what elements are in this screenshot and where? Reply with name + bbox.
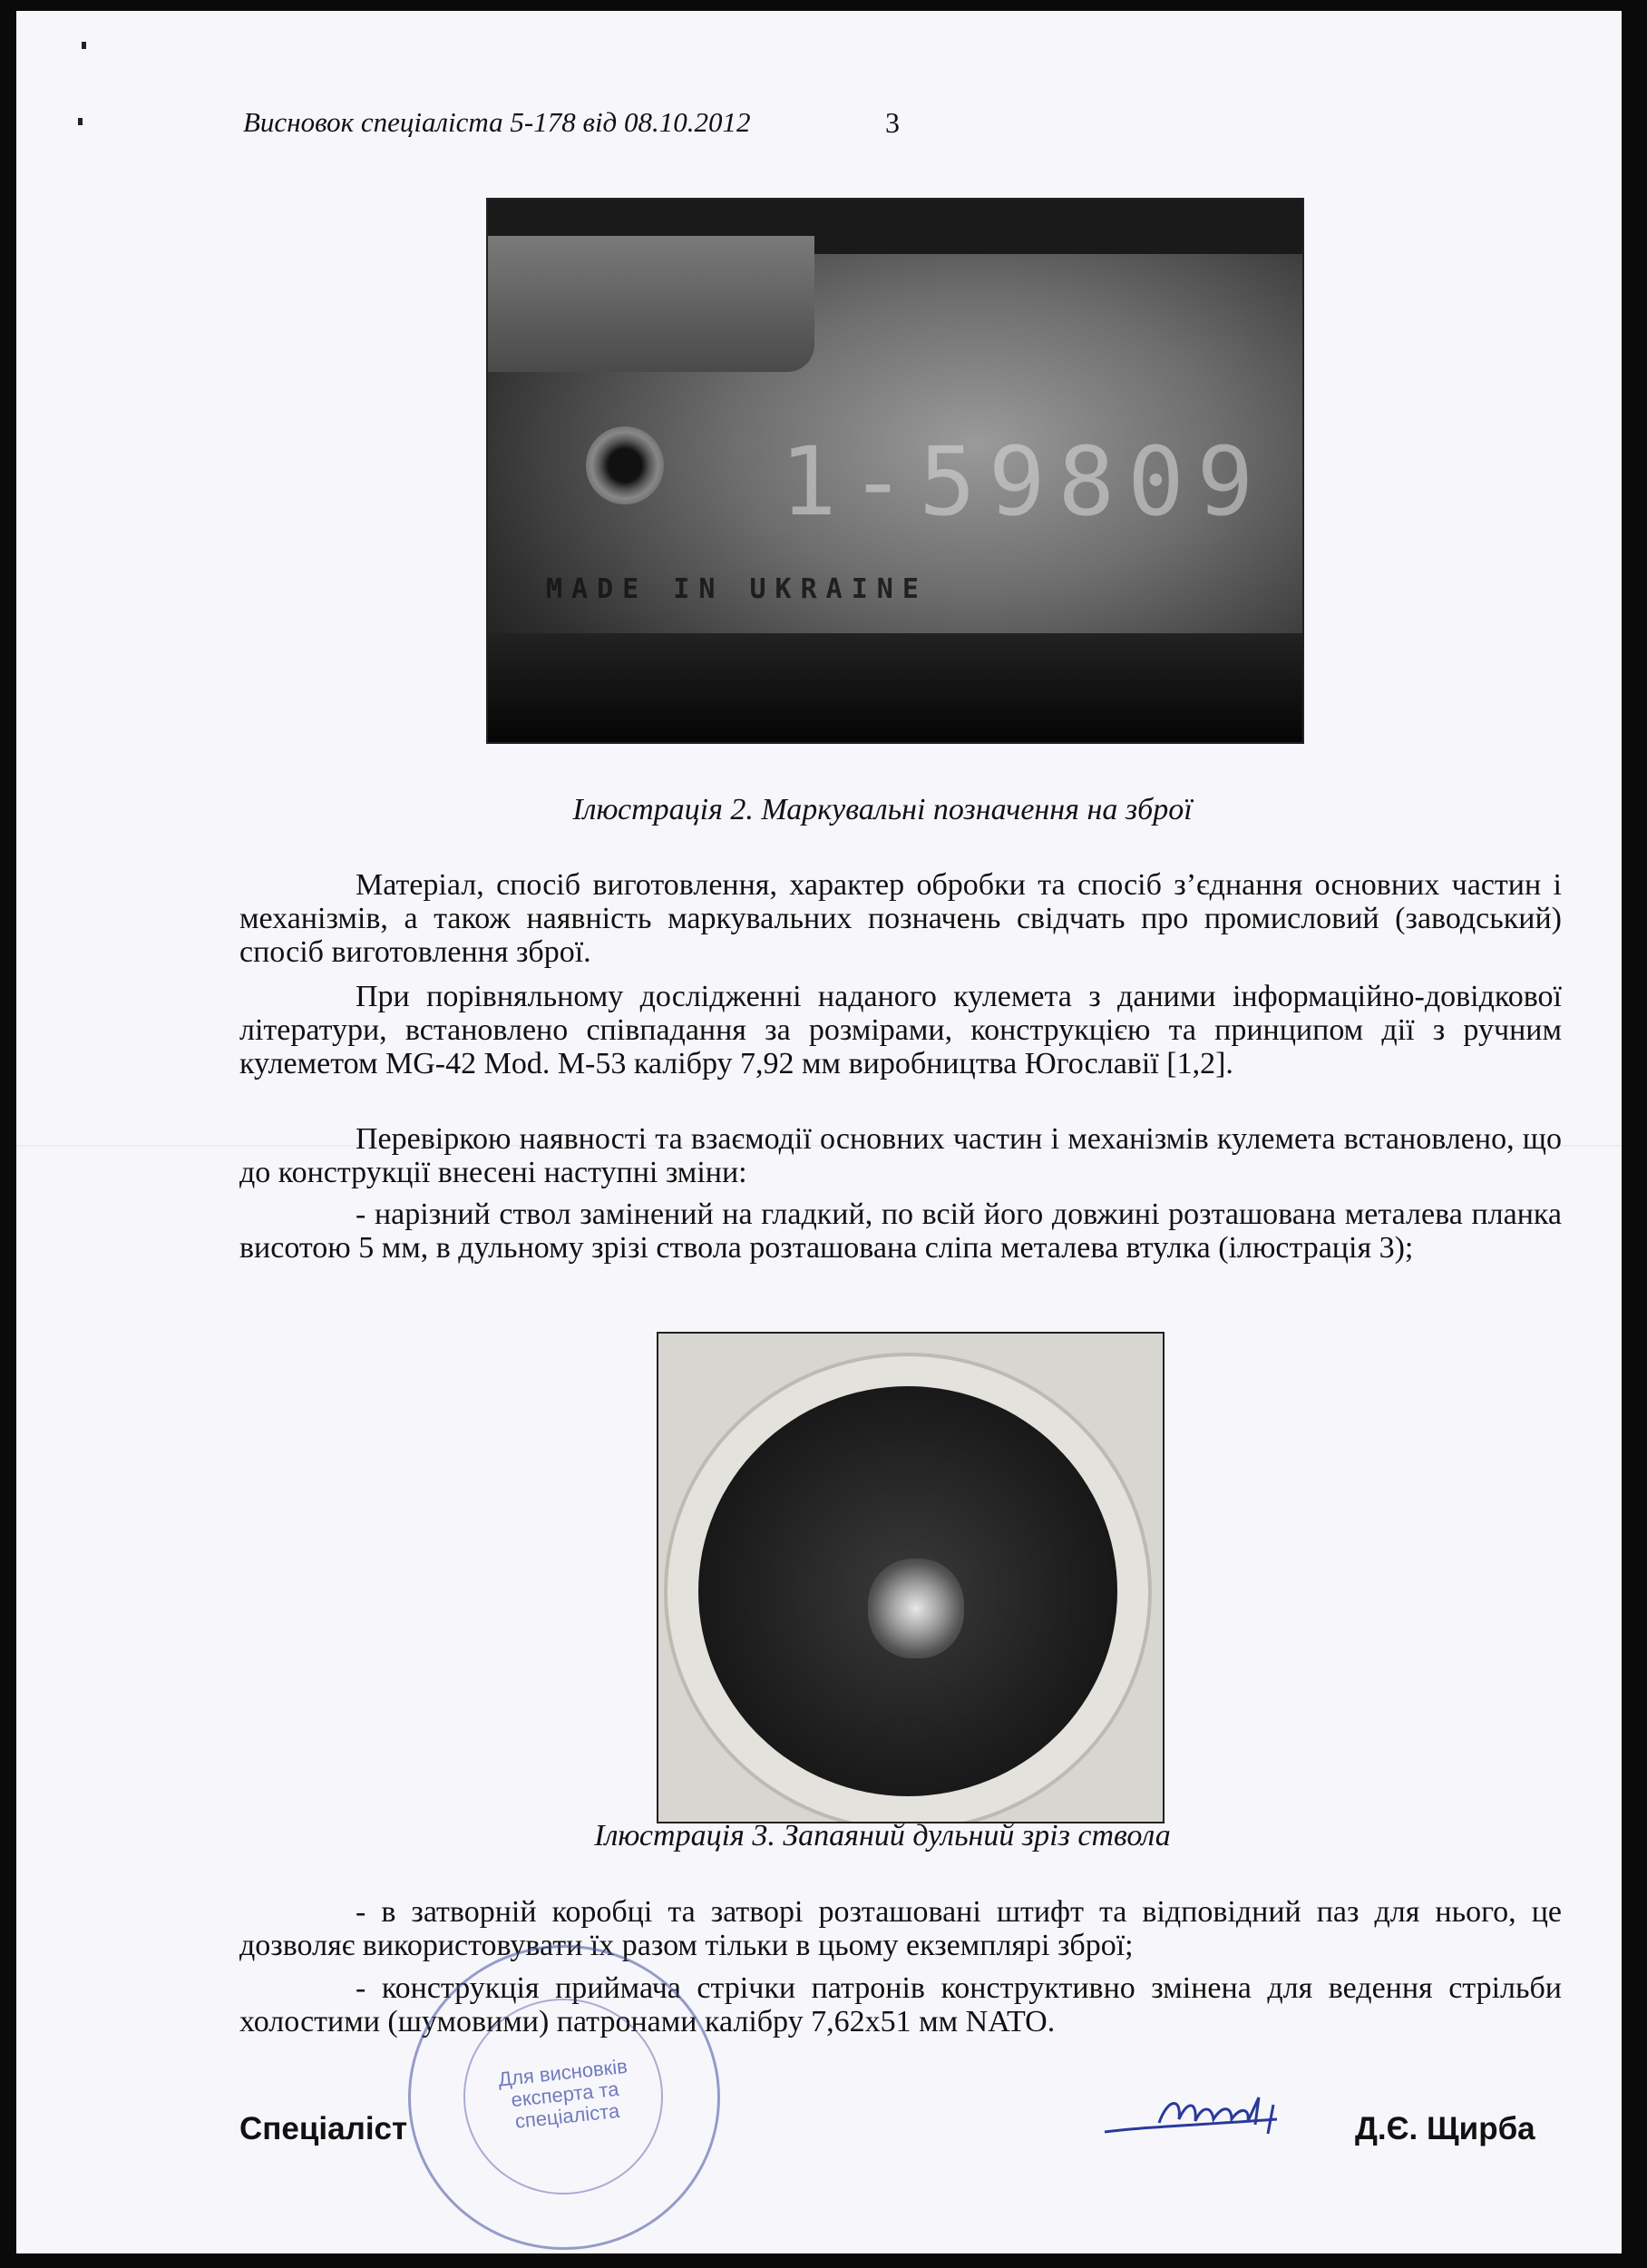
paragraph: - в затворній коробці та затворі розташовані штифт та відповідний паз для нього, це дозволяє використовувати їх разом тільки в цьому екземплярі зброї; bbox=[239, 1895, 1562, 1962]
paragraph: При порівняльному дослідженні наданого кулемета з даними інформаційно-довідкової літератури, встановлено співпадання за розмірами, конструкцією та принципом дії з ручним кулеметом MG-42 Mod. M-53 калібру 7,92 мм виробництва Югославії [1,2]. bbox=[239, 980, 1562, 1080]
photo-bottom-rail bbox=[488, 633, 1302, 742]
figure-caption: Ілюстрація 2. Маркувальні позначення на зброї bbox=[572, 793, 1193, 826]
photo-slider-part bbox=[488, 236, 814, 372]
handwritten-signature bbox=[1096, 2079, 1313, 2152]
photo-rivet bbox=[586, 426, 664, 504]
photo-made-in-marking: MADE IN UKRAINE bbox=[546, 573, 928, 605]
seal-text: Для висновків експерта та спеціаліста bbox=[497, 2054, 629, 2133]
paragraph: - конструкція приймача стрічки патронів конструктивно змінена для ведення стрільби холостими (шумовими) патронами калібру 7,62х51 мм NATO. bbox=[239, 1971, 1562, 2038]
paragraph: Матеріал, спосіб виготовлення, характер обробки та спосіб з’єднання основних частин і механізмів, а також наявність маркувальних позначень свідчать про промисловий (заводський) спосіб виготовлення зброї. bbox=[239, 868, 1562, 969]
marking-photo bbox=[486, 198, 1304, 744]
paragraph: Перевіркою наявності та взаємодії основних частин і механізмів кулемета встановлено, що до конструкції внесені наступні зміни: bbox=[239, 1122, 1562, 1189]
muzzle-photo bbox=[657, 1332, 1165, 1823]
page-number: 3 bbox=[885, 106, 900, 139]
figure-caption: Ілюстрація 3. Запаяний дульний зріз ствола bbox=[594, 1819, 1171, 1853]
muzzle-plug bbox=[868, 1559, 964, 1658]
paragraph: - нарізний ствол замінений на гладкий, по всій його довжині розташована металева планка висотою 5 мм, в дульному зрізі ствола розташована сліпа металева втулка (ілюстрація 3); bbox=[239, 1198, 1562, 1265]
document-header: Висновок спеціаліста 5-178 від 08.10.2012 bbox=[243, 106, 751, 138]
photo-serial-marking: 1-59809 bbox=[780, 426, 1267, 537]
scan-mark bbox=[78, 118, 83, 125]
official-seal bbox=[408, 1945, 720, 2250]
document-page bbox=[16, 11, 1622, 2253]
scan-mark bbox=[82, 42, 86, 49]
signer-role: Спеціаліст bbox=[239, 2111, 408, 2146]
signer-name: Д.Є. Щирба bbox=[1355, 2111, 1535, 2146]
